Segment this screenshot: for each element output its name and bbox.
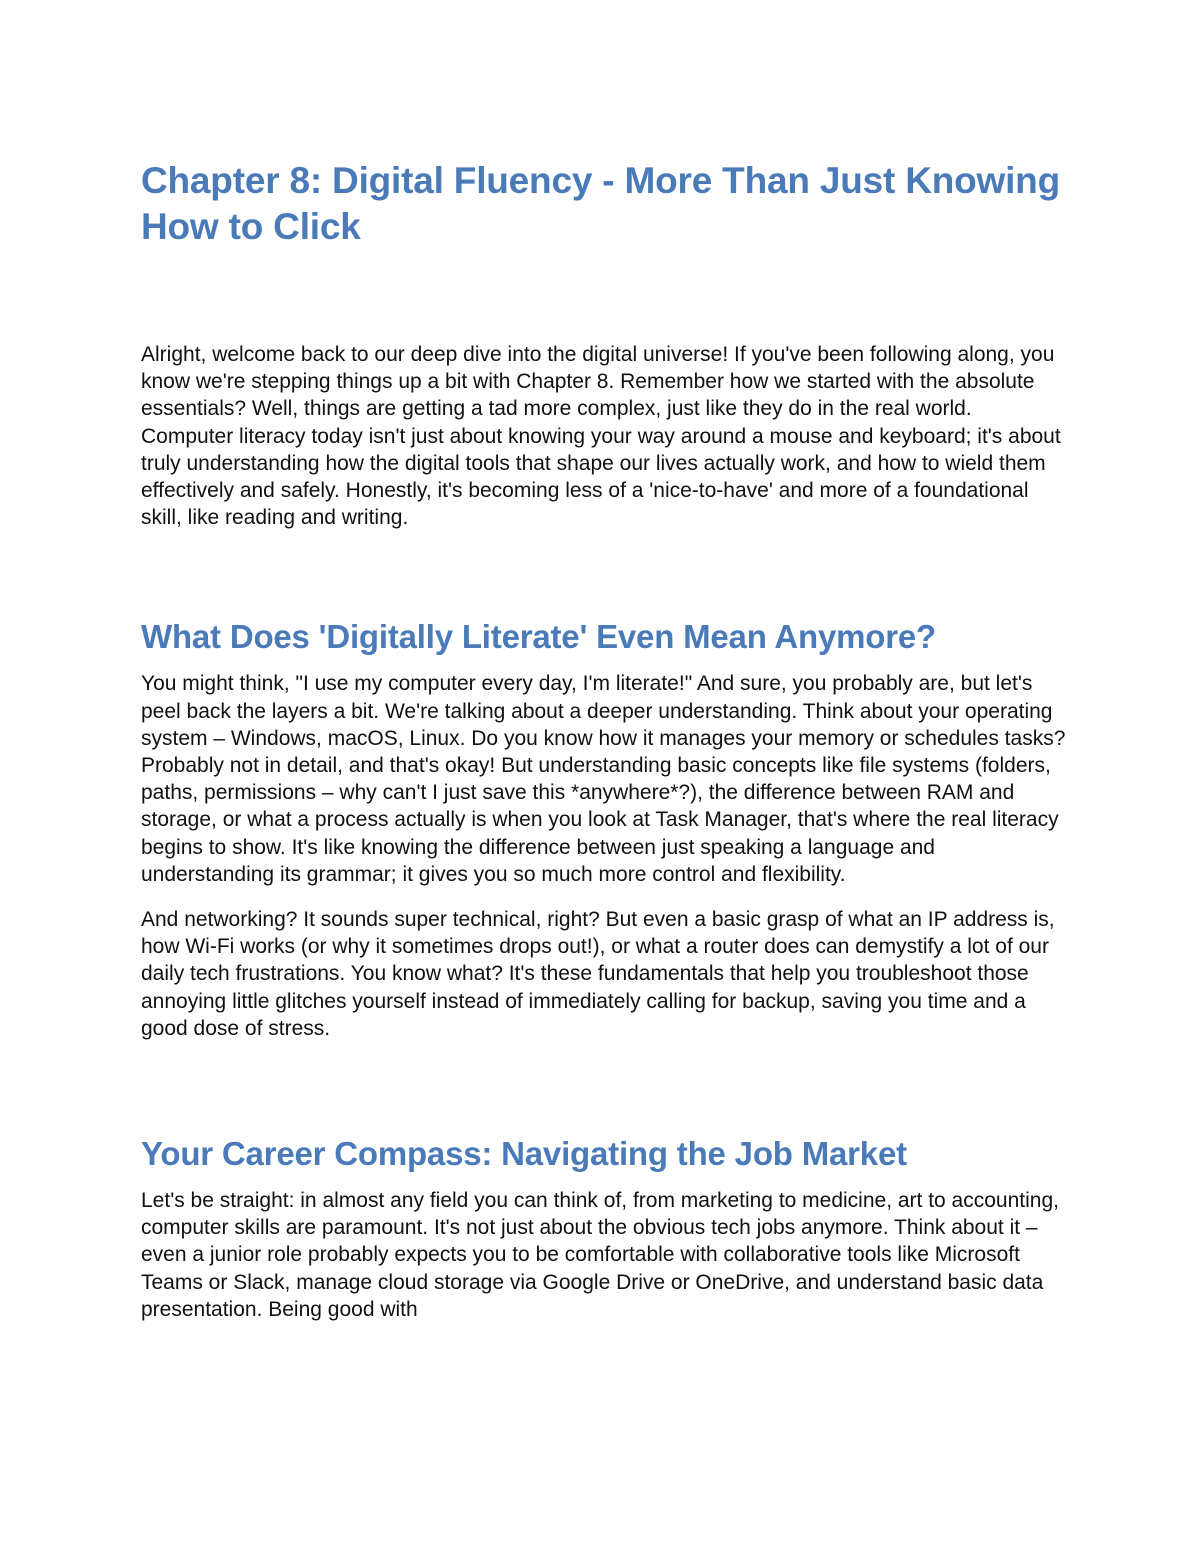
- section-paragraph: You might think, "I use my computer every day, I'm literate!" And sure, you probably are, but let's peel back the layers a bit. We're talking about a deeper understanding. Think about your operating system – Windows, macOS, Linux. Do you know how it manages your memory or schedules tasks? Probably not in detail, and that's okay! But understanding basic concepts like file systems (folders, paths, permissions – why can't I just save this *anywhere*?), the difference between RAM and storage, or what a process actually is when you look at Task Manager, that's where the real literacy begins to show. It's like knowing the difference between just speaking a language and understanding its grammar; it gives you so much more control and flexibility.: [141, 672, 1066, 886]
- document-body: [141, 158, 1066, 1323]
- intro-paragraph: Alright, welcome back to our deep dive into the digital universe! If you've been following along, you know we're stepping things up a bit with Chapter 8. Remember how we started with the absolute essentials? Well, things are getting a tad more complex, just like they do in the real world. Computer literacy today isn't just about knowing your way around a mouse and keyboard; it's about truly understanding how the digital tools that shape our lives actually work, and how to wield them effectively and safely. Honestly, it's becoming less of a 'nice-to-have' and more of a foundational skill, like reading and writing.: [141, 343, 1061, 530]
- section-heading-career-compass: Your Career Compass: Navigating the Job Market: [141, 1135, 907, 1173]
- section-paragraph: Let's be straight: in almost any field you can think of, from marketing to medicine, art to accounting, computer skills are paramount. It's not just about the obvious tech jobs anymore. Think about it – even a junior role probably expects you to be comfortable with collaborative tools like Microsoft Teams or Slack, manage cloud storage via Google Drive or OneDrive, and understand basic data presentation. Being good with: [141, 1189, 1059, 1321]
- chapter-title: Chapter 8: Digital Fluency - More Than Just Knowing How to Click: [141, 160, 1060, 247]
- section-paragraph: And networking? It sounds super technical, right? But even a basic grasp of what an IP address is, how Wi-Fi works (or why it sometimes drops out!), or what a router does can demystify a lot of our daily tech frustrations. You know what? It's these fundamentals that help you troubleshoot those annoying little glitches yourself instead of immediately calling for backup, saving you time and a good dose of stress.: [141, 908, 1055, 1040]
- section-heading-digital-literacy: What Does 'Digitally Literate' Even Mean Anymore?: [141, 618, 937, 656]
